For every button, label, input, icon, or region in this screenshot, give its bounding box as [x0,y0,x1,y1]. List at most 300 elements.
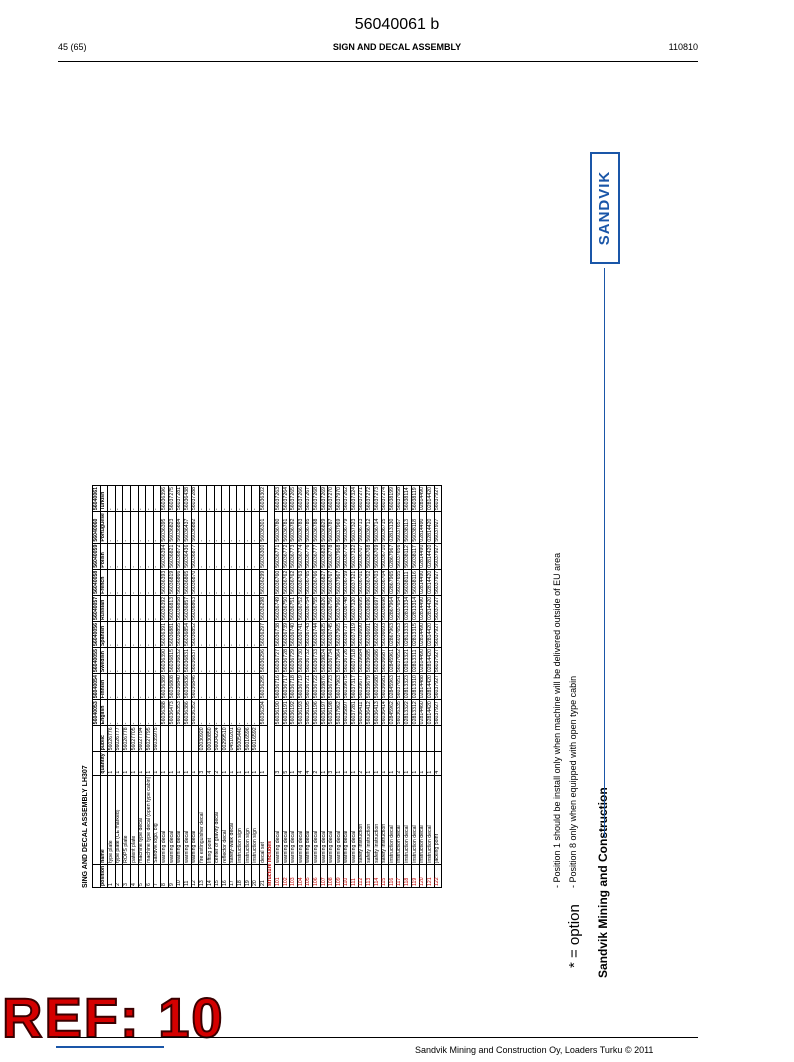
table-cell: 56036723 [328,675,335,699]
table-cell: 9 [168,864,176,887]
table-cell [434,726,442,752]
table-cell: 115 [381,864,389,887]
table-cell: 8 [161,864,169,887]
table-cell: - [138,674,146,700]
page-title: SIGN AND DECAL ASSEMBLY [332,42,462,52]
table-cell: 56036766 [312,570,319,594]
table-cell: - [108,512,116,544]
table-row [244,486,252,888]
table-cell [298,726,306,752]
table-cell: - [199,543,207,569]
table-cell: - [199,595,207,621]
table-cell: - [237,543,245,569]
table-cell: - [222,674,230,700]
table-cell: 6 [146,864,154,887]
table-cell: - [206,569,214,595]
table-cell: - [206,595,214,621]
part-number-header: 56040057 [92,596,99,620]
table-cell: 101 [275,864,283,887]
table-cell: 56037320 [350,596,357,620]
table-cell: 19 [244,864,252,887]
table-cell: warning decal [282,775,290,864]
table-cell: 56036732 [305,649,312,673]
parts-table-body [108,486,442,888]
table-cell: 56036754 [305,596,312,620]
table-cell: 56036707 [358,544,365,568]
table-cell: 56039684 [358,649,365,673]
table-cell: 3 [123,864,131,887]
table-cell: 56037652 [396,649,403,673]
table-cell: ROPS plate [123,775,131,864]
table-cell: 56036388 [161,701,168,725]
table-row [229,486,237,888]
table-cell: - [222,621,230,647]
table-cell: 56036190 [274,701,281,725]
table-cell: - [214,648,222,674]
table-cell: 56037927 [434,622,441,647]
table-cell: 56036712 [366,512,374,544]
note-position-1: - Position 1 should be install only when machine will be delivered outside of EU area [552,552,562,888]
table-cell: 4 [434,752,442,775]
table-cell: 56037274 [381,487,388,511]
table-cell: - [214,569,222,595]
table-cell: 56036197 [320,701,327,725]
table-cell: 56037927 [434,544,441,568]
table-cell: 56037262 [343,487,350,511]
table-cell: 56036737 [343,622,350,647]
table-cell: 56036412 [366,701,373,725]
table-cell: 56039677 [358,675,365,699]
table-cell: 56037266 [297,487,304,511]
table-cell [168,726,176,752]
table-cell: warning decal [343,775,351,864]
table-cell: 56036696 [366,596,373,620]
table-cell [366,726,374,752]
table-cell: 02813315 [411,622,418,647]
table-cell: 56037968 [335,544,342,568]
table-cell: - [146,486,154,512]
table-cell: 02813333 [404,622,411,647]
table-cell: 113 [366,864,374,887]
table-cell: - [153,621,161,647]
table-cell: 56036414 [381,701,388,725]
table-cell: 56036701 [358,570,365,594]
table-cell: 56036832 [176,649,183,673]
table-cell: 56036743 [305,622,312,647]
table-cell: instruction sign [244,775,252,864]
table-cell: - [222,648,230,674]
table-cell: 4 [130,864,138,887]
table-cell: instruction decal [389,775,397,864]
column-header: Portuguese [100,513,107,542]
table-cell: 56036708 [366,544,373,568]
table-row [282,486,290,888]
table-cell: 02845963 [388,675,395,699]
table-cell: 1 [138,752,146,775]
table-cell: 56036390 [161,649,168,673]
table-cell: warning decal [351,775,359,864]
table-cell [427,726,435,752]
table-cell: 56037270 [328,487,335,511]
table-cell: 56036294 [259,701,266,725]
table-cell: warning decal [184,775,192,864]
table-cell: 56036296 [259,649,266,673]
table-cell: 56036437 [184,512,192,544]
table-cell: 56035897 [343,701,350,725]
table-cell: safety instruction [366,775,374,864]
table-cell: - [244,621,252,647]
table-cell: - [214,674,222,700]
table-cell: 02814420 [427,512,435,544]
table-cell: 56039675 [343,675,350,699]
table-cell: 1 [222,752,230,775]
table-row [275,486,283,888]
table-cell: - [206,486,214,512]
table-cell: 56036779 [343,512,351,544]
table-cell: - [229,595,237,621]
table-cell: 56036826 [320,596,327,620]
table-cell: - [214,700,222,726]
table-row [396,486,404,888]
table-cell: 56036778 [328,544,335,568]
table-cell: - [138,486,146,512]
company-divider [604,268,605,838]
table-cell: 56037927 [434,649,441,673]
table-cell: 1 [161,752,169,775]
table-cell: - [244,569,252,595]
table-cell: - [206,543,214,569]
page-indicator: 45 (65) [58,42,87,52]
table-cell: type plate [108,775,116,864]
table-cell: 12 [191,864,199,887]
table-cell: 56036765 [305,570,312,594]
table-cell: 119 [411,864,419,887]
table-title: SING AND DECAL ASSEMBLY LH307 [82,765,89,888]
table-cell: 56036831 [183,649,190,673]
table-cell: - [206,700,214,726]
table-cell: - [237,569,245,595]
table-cell: - [153,543,161,569]
table-cell: 56036762 [290,570,297,594]
table-cell: 56036198 [328,701,335,725]
table-cell: - [146,595,154,621]
table-cell [184,726,192,752]
table-cell: 56004224 [214,727,221,751]
table-cell: 56036836 [183,675,190,699]
table-cell: 15 [214,864,222,887]
table-cell: 56036884 [176,512,184,544]
table-cell: 56036297 [259,622,266,647]
table-cell: 56036298 [259,596,266,620]
table-cell: 56036756 [328,596,335,620]
table-cell [358,726,366,752]
table-cell: - [214,486,222,512]
table-cell: 56036866 [176,570,183,594]
table-cell: 56036473 [168,701,175,725]
table-cell: 56036693 [381,622,388,647]
table-cell: - [123,486,131,512]
table-row [191,486,199,888]
column-header: Spanish [100,621,108,647]
table-cell: 1 [184,752,192,775]
table-cell: - [108,569,116,595]
table-cell: 1 [115,752,123,775]
table-row [419,486,427,888]
table-cell: 56036394 [161,544,168,568]
table-cell: instruction decal [396,775,404,864]
reference-stamp: REF: 10 [2,986,225,1049]
table-cell: 56036722 [312,675,319,699]
table-cell: - [229,674,237,700]
table-cell: 56037265 [290,487,297,511]
table-cell: 02814488 [419,675,426,699]
table-row [336,486,344,888]
table-cell: - [130,648,138,674]
table-cell: 56037927 [434,487,441,511]
table-cell: 3 [328,752,336,775]
table-cell: 56036710 [381,544,388,568]
table-cell: 56037271 [358,487,365,511]
table-cell: 56036740 [290,622,297,647]
table-cell: 04510201 [229,727,236,751]
table-cell [260,726,268,752]
table-cell: - [130,512,138,544]
table-cell: - [199,648,207,674]
table-cell: 56036752 [297,596,304,620]
table-cell: - [229,648,237,674]
table-cell: - [123,700,131,726]
table-row [320,486,328,888]
table-cell: - [153,512,161,544]
table-cell: 56038199 [388,487,395,511]
table-cell: 00299510 [221,727,228,751]
table-cell: 7 [153,864,161,887]
table-row [343,486,351,888]
table-cell: 114 [373,864,381,887]
table-cell: 1 [108,864,116,887]
part-number-header: 56040054 [92,675,99,699]
table-cell: - [222,700,230,726]
table-row [199,486,207,888]
table-cell: - [237,486,245,512]
table-cell: 1 [411,752,419,775]
table-cell: 02813322 [404,701,411,725]
table-cell: 56037654 [396,596,403,620]
table-cell: 56036192 [290,701,297,725]
table-cell: 112 [358,864,366,887]
table-cell: - [252,486,260,512]
table-cell: 3 [199,752,207,775]
table-cell: 56036734 [328,649,335,673]
table-cell: machine type decal [138,775,146,864]
table-row [130,486,138,888]
table-cell: - [222,512,230,544]
table-cell: 56037272 [366,487,373,511]
table-cell: 56037965 [335,622,342,647]
table-row [176,486,184,888]
table-row [305,486,313,888]
table-row [115,486,123,888]
table-cell: 56038111 [404,569,412,595]
table-cell [381,726,389,752]
table-cell: 56037651 [396,675,403,699]
table-cell: - [146,648,154,674]
table-cell: 56036195 [305,701,312,725]
table-cell: 56038117 [411,545,418,568]
table-cell: 16 [222,864,230,887]
table-cell: - [123,569,131,595]
table-cell: - [229,543,237,569]
table-cell: - [244,543,252,569]
table-cell: 56039690 [358,622,365,647]
table-cell: - [199,569,207,595]
table-cell: 108 [328,864,336,887]
table-cell: 56036825 [320,622,327,647]
table-cell: 56038119 [411,487,418,511]
table-cell: - [123,512,131,544]
table-cell: 1 [343,752,351,775]
option-legend: * = option [566,904,583,968]
table-cell: 2 [313,752,321,775]
table-cell: 56037970 [335,487,342,511]
table-cell: - [115,569,123,595]
table-cell: 56039824 [320,649,327,673]
table-cell: 56036808 [168,675,175,699]
table-cell: 02814420 [426,596,433,620]
table-cell: 56037963 [335,675,342,699]
table-cell: 02814460 [419,701,426,725]
table-cell: warning decal [275,775,283,864]
table-row [313,486,321,888]
table-cell: 02814490 [419,596,426,620]
table-cell: patent plate [130,775,138,864]
table-cell: - [199,512,207,544]
table-cell: 56036704 [381,570,388,594]
table-cell: warning decal [305,775,313,864]
table-cell: 56036744 [312,622,319,647]
table-cell: 02814420 [426,675,433,699]
table-cell: fire extinguisher decal [199,775,207,864]
table-cell: 56026777 [115,727,122,751]
table-cell: warning decal [161,775,169,864]
table-cell: 56037962 [335,701,342,725]
table-cell: 56036300 [259,544,266,568]
part-number-header: 56040061 [92,487,99,511]
part-number-header [93,726,101,752]
table-cell: 02814490 [419,487,426,511]
table-cell: 56036771 [274,544,281,568]
table-cell: - [123,595,131,621]
table-cell: 56037655 [396,570,403,594]
table-cell: warning decal [320,775,328,864]
table-cell: 56036680 [373,675,380,699]
table-cell: 56036774 [297,544,304,568]
table-cell: 00030850 [206,727,213,751]
part-number-header: 56040059 [92,544,99,568]
table-cell: - [252,700,260,726]
table-cell: - [130,486,138,512]
table-cell [305,726,313,752]
table-cell: instruction decal [411,775,419,864]
table-cell: 56036828 [320,544,327,568]
table-cell: 56036785 [305,512,313,544]
table-cell: - [229,486,237,512]
table-cell: - [153,700,161,726]
table-cell: 13 [199,864,207,887]
table-cell: - [199,700,207,726]
table-cell: 110 [343,864,351,887]
table-cell: 56036716 [274,675,281,699]
table-cell: 02814420 [426,487,433,511]
table-cell: - [146,569,154,595]
part-number-header: 56040053 [92,701,99,725]
table-cell: 18 [237,864,245,887]
table-cell: - [108,621,116,647]
table-row [358,486,366,888]
table-cell: 1 [252,752,260,775]
table-cell: 1 [130,752,138,775]
table-cell: 56037275 [168,487,175,511]
table-cell: 56037281 [350,701,357,725]
table-cell: 56037268 [312,487,319,511]
table-cell: 56036713 [358,512,366,544]
table-cell [419,726,427,752]
table-cell: 56037324 [350,487,357,511]
table-cell: 107 [320,864,328,887]
table-cell: 56036687 [381,649,388,673]
table-cell: - [229,569,237,595]
table-cell: 1 [153,752,161,775]
table-cell: - [115,621,123,647]
table-cell: 116 [389,864,397,887]
table-cell: - [138,543,146,569]
table-cell: 02814420 [426,544,433,568]
table-cell: 56036857 [183,596,190,620]
column-header: Polish [100,543,108,569]
column-header: public [100,726,108,752]
table-cell: 56036881 [168,622,175,647]
table-cell: 56036193 [297,701,304,725]
table-cell: 56036335 [396,701,403,725]
table-cell: 56036781 [282,512,290,544]
table-cell: 56036827 [320,570,327,594]
rotated-parts-sheet [82,148,622,978]
table-cell: 56036301 [260,512,268,544]
table-cell: safety instruction [358,775,366,864]
table-cell: - [138,595,146,621]
parts-table [92,485,442,888]
table-cell: - [108,674,116,700]
table-cell: 56036741 [297,622,304,647]
table-cell: 56037317 [350,675,357,699]
table-cell: 56036719 [297,675,304,699]
table-cell: 56036854 [183,622,190,647]
table-cell: - [252,512,260,544]
table-cell [336,726,344,752]
table-cell: 56036392 [161,596,168,620]
table-cell: - [146,543,154,569]
table-cell: 56038118 [411,512,419,544]
table-cell: 56036819 [168,570,175,594]
table-row [373,486,381,888]
table-row [237,486,245,888]
table-cell: - [244,648,252,674]
table-cell: 56037658 [396,487,403,511]
table-cell [396,726,404,752]
table-cell: decal set [260,775,268,864]
table-cell: 56036882 [191,512,199,544]
table-cell: 56036815 [168,649,175,673]
